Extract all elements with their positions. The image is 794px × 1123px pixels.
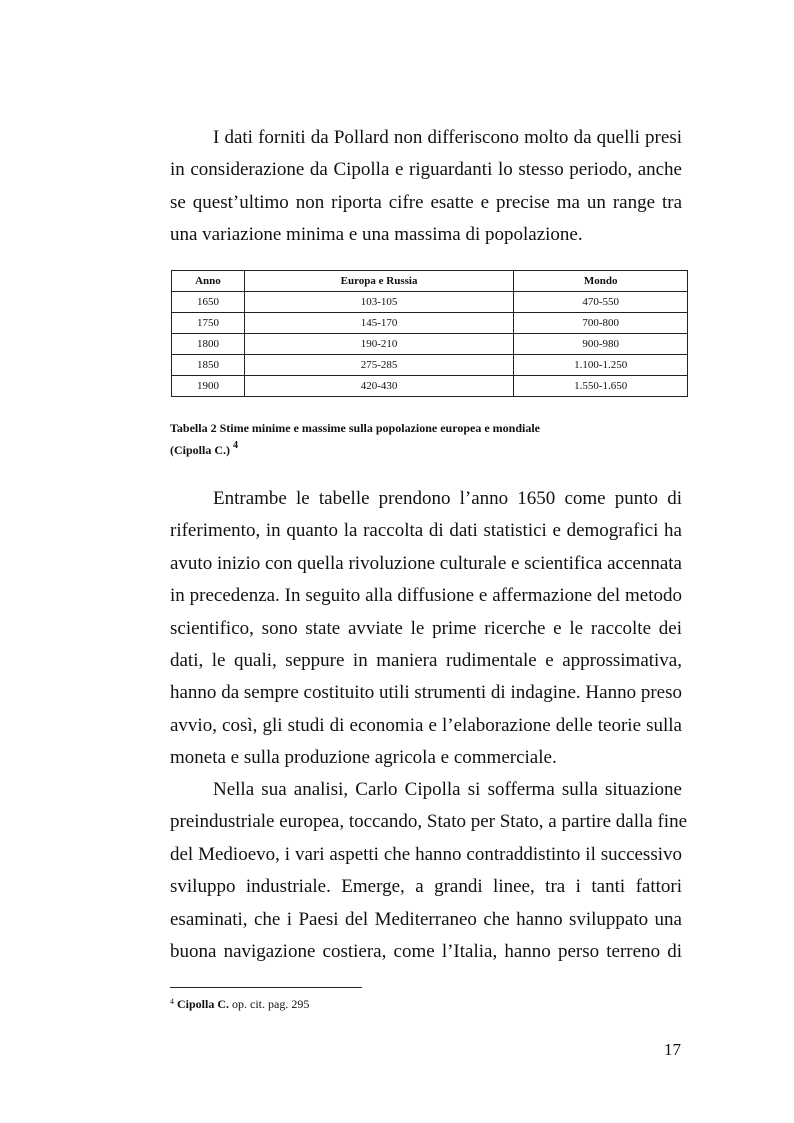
text-line: sviluppo industriale. Emerge, a grandi linee, tra i tanti fattori	[170, 876, 682, 898]
text-line: del Medioevo, i vari aspetti che hanno contraddistinto il successivo	[170, 843, 682, 865]
footnote-text: op. cit. pag. 295	[229, 997, 310, 1011]
cell-year: 1650	[172, 292, 245, 313]
cell-year: 1900	[172, 376, 245, 397]
text-line: esaminati, che i Paesi del Mediterraneo che hanno sviluppato una	[170, 908, 682, 930]
header-anno: Anno	[172, 271, 245, 292]
text-line: preindustriale europea, toccando, Stato per Stato, a partire dalla fine	[170, 811, 688, 833]
caption-source: (Cipolla C.)	[170, 443, 230, 457]
text-line: hanno da sempre costituito utili strumenti di indagine. Hanno preso	[170, 682, 682, 704]
table-caption	[170, 420, 540, 459]
cell-world: 1.550-1.650	[514, 376, 688, 397]
table-row	[172, 313, 688, 334]
text-line: se quest’ultimo non riporta cifre esatte e precise ma un range tra	[170, 191, 682, 213]
text-line: buona navigazione costiera, come l’Italia, hanno perso terreno di	[170, 940, 682, 962]
text-line: riferimento, in quanto la raccolta di dati statistici e demografici ha	[170, 520, 682, 542]
table-row	[172, 355, 688, 376]
footnote-separator	[170, 987, 362, 988]
population-table	[171, 270, 688, 397]
caption-line-2	[170, 437, 540, 459]
text-line: una variazione minima e una massima di popolazione.	[170, 224, 583, 246]
text-line: Entrambe le tabelle prendono l’anno 1650 come punto di	[213, 488, 682, 509]
cell-world: 1.100-1.250	[514, 355, 688, 376]
text-line: in precedenza. In seguito alla diffusione e affermazione del metodo	[170, 585, 682, 607]
cell-world: 700-800	[514, 313, 688, 334]
footnote-reference[interactable]: 4	[233, 440, 238, 451]
text-line: avuto inizio con quella rivoluzione culturale e scientifica accennata	[170, 552, 682, 574]
cell-europe: 420-430	[244, 376, 513, 397]
text-line: Nella sua analisi, Carlo Cipolla si sofferma sulla situazione	[213, 779, 682, 800]
text-line: I dati forniti da Pollard non differiscono molto da quelli presi	[213, 127, 682, 148]
header-europa-russia: Europa e Russia	[244, 271, 513, 292]
cell-europe: 103-105	[244, 292, 513, 313]
footnote-number: 4	[170, 997, 174, 1006]
header-mondo: Mondo	[514, 271, 688, 292]
cell-year: 1750	[172, 313, 245, 334]
table-row	[172, 376, 688, 397]
page-number: 17	[664, 1040, 681, 1059]
text-line: in considerazione da Cipolla e riguardanti lo stesso periodo, anche	[170, 159, 682, 181]
footnote-author: Cipolla C.	[177, 997, 230, 1011]
footnote	[170, 994, 309, 1012]
paragraph-3	[170, 774, 688, 968]
text-line: scientifico, sono state avviate le prime ricerche e le raccolte dei	[170, 617, 682, 639]
paragraph-2	[170, 483, 682, 775]
cell-europe: 145-170	[244, 313, 513, 334]
text-line: dati, le quali, seppure in maniera rudimentale e approssimativa,	[170, 649, 682, 671]
cell-year: 1800	[172, 334, 245, 355]
caption-line-1: Tabella 2 Stime minime e massime sulla popolazione europea e mondiale	[170, 421, 541, 435]
table-header-row	[172, 271, 688, 292]
cell-world: 900-980	[514, 334, 688, 355]
cell-europe: 190-210	[244, 334, 513, 355]
paragraph-1	[170, 122, 682, 252]
text-line: avvio, così, gli studi di economia e l’elaborazione delle teorie sulla	[170, 714, 682, 736]
cell-year: 1850	[172, 355, 245, 376]
table-row	[172, 292, 688, 313]
text-line: moneta e sulla produzione agricola e commerciale.	[170, 747, 557, 769]
table-row	[172, 334, 688, 355]
cell-world: 470-550	[514, 292, 688, 313]
cell-europe: 275-285	[244, 355, 513, 376]
